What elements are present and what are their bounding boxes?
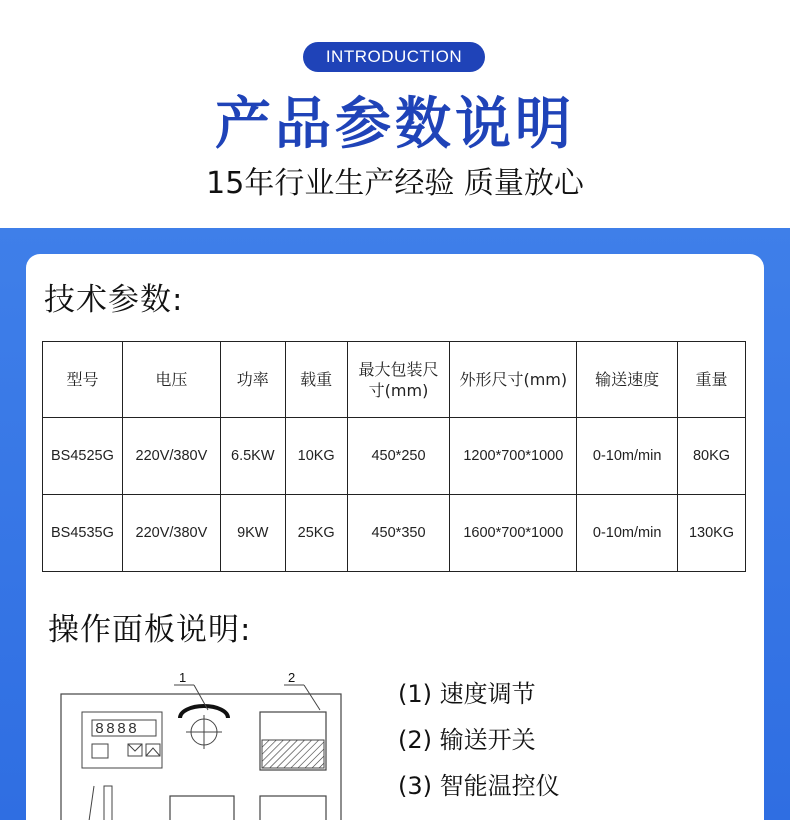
page-title: 产品参数说明 xyxy=(215,92,575,157)
table-cell: 80KG xyxy=(678,418,746,495)
column-header: 型号 xyxy=(43,342,123,418)
tech-params-title: 技术参数: xyxy=(44,282,184,318)
table-cell: 10KG xyxy=(285,418,347,495)
column-header: 重量 xyxy=(678,342,746,418)
column-header: 功率 xyxy=(220,342,285,418)
column-header: 外形尺寸(mm) xyxy=(450,342,577,418)
column-header: 输送速度 xyxy=(577,342,678,418)
table-cell: 25KG xyxy=(285,495,347,572)
panel-legend xyxy=(398,676,560,814)
legend-item-temperature-controller: (3) 智能温控仪 xyxy=(398,772,560,800)
column-header: 载重 xyxy=(285,342,347,418)
control-panel-diagram xyxy=(58,668,348,820)
spec-table xyxy=(42,341,746,572)
callout-1-label: 1 xyxy=(179,670,187,685)
table-row xyxy=(43,495,746,572)
table-header-row xyxy=(43,342,746,418)
page-subtitle: 15年行业生产经验 质量放心 xyxy=(206,166,584,201)
legend-item-speed: (1) 速度调节 xyxy=(398,680,536,708)
table-cell: 0-10m/min xyxy=(577,418,678,495)
table-cell: 6.5KW xyxy=(220,418,285,495)
table-cell: 130KG xyxy=(678,495,746,572)
callout-2-label: 2 xyxy=(288,670,296,685)
panel-section-title: 操作面板说明: xyxy=(48,612,252,648)
table-cell: 220V/380V xyxy=(122,418,220,495)
introduction-badge: INTRODUCTION xyxy=(303,42,485,72)
table-cell: 1200*700*1000 xyxy=(450,418,577,495)
header-section xyxy=(0,0,790,228)
column-header: 电压 xyxy=(122,342,220,418)
table-cell: 9KW xyxy=(220,495,285,572)
display-digits: 8888 xyxy=(95,721,140,738)
table-cell: BS4535G xyxy=(43,495,123,572)
legend-item-conveyor-switch: (2) 输送开关 xyxy=(398,726,536,754)
table-cell: 220V/380V xyxy=(122,495,220,572)
table-cell: 450*250 xyxy=(347,418,450,495)
column-header: 最大包装尺寸(mm) xyxy=(347,342,450,418)
table-cell: 1600*700*1000 xyxy=(450,495,577,572)
table-cell: 0-10m/min xyxy=(577,495,678,572)
table-row xyxy=(43,418,746,495)
table-cell: 450*350 xyxy=(347,495,450,572)
table-cell: BS4525G xyxy=(43,418,123,495)
